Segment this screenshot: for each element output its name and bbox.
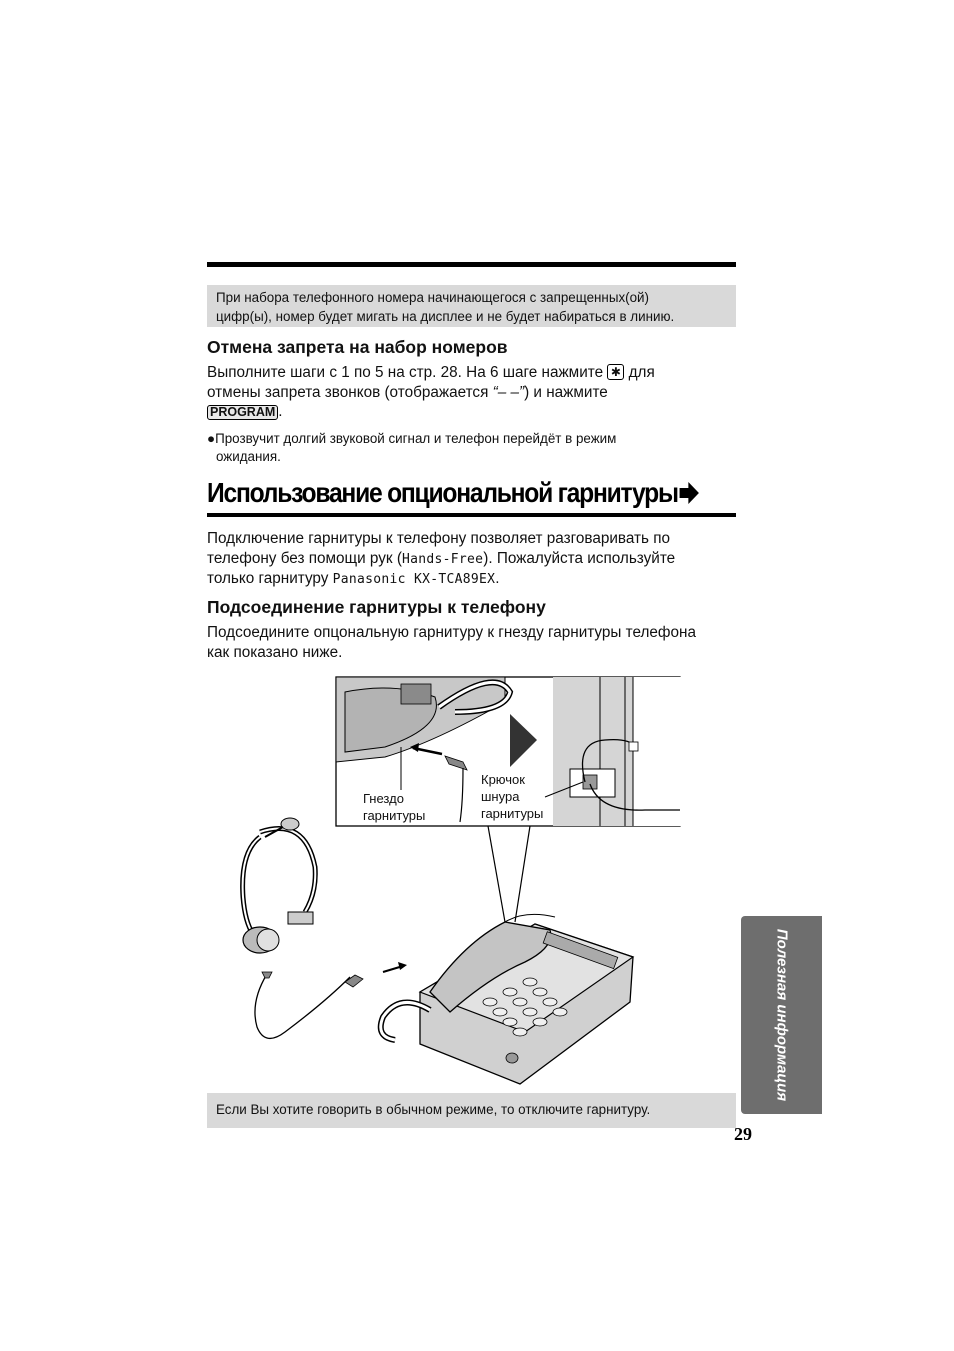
note-top <box>207 285 736 327</box>
headset-title-rule <box>207 513 736 517</box>
cancel-line1-a: Выполните шаги с 1 по 5 на стр. 28. На 6 шаге нажмите <box>207 364 604 381</box>
side-tab-label: Полезная информация <box>773 928 790 1102</box>
star-key: ✱ <box>607 364 624 380</box>
cancel-bullet <box>207 430 727 466</box>
note-bottom <box>207 1093 736 1128</box>
intro-line2-a: телефону без помощи рук ( <box>207 549 402 567</box>
headset-intro <box>207 529 737 590</box>
hands-free: Hands-Free <box>401 551 484 567</box>
display-value: “– –” <box>492 383 525 401</box>
bullet-line2: ожидания. <box>216 449 281 464</box>
label-hook-2: шнура <box>481 789 520 804</box>
connect-line1: Подсоедините опцональную гарнитуру к гнезду гарнитуры телефона <box>207 624 696 641</box>
continue-arrow-icon <box>678 480 701 506</box>
connection-illustration <box>205 672 685 1088</box>
connect-line2: как показано ниже. <box>207 643 343 661</box>
cancel-line1 <box>207 363 737 383</box>
label-jack <box>363 790 425 824</box>
program-key: PROGRAM <box>207 405 278 420</box>
intro-line3 <box>207 569 737 590</box>
cancel-line1-b: для <box>628 364 655 381</box>
label-jack-2: гарнитуры <box>363 808 426 823</box>
label-hook <box>481 771 543 822</box>
bullet-line1: ●Прозвучит долгий звуковой сигнал и телефон перейдёт в режим <box>207 431 617 446</box>
connect-text <box>207 623 737 662</box>
intro-line2 <box>207 549 737 570</box>
note-top-line1: При набора телефонного номера начинающегося с запрещенных(ой) <box>216 290 649 305</box>
label-hook-1: Крючок <box>481 772 525 787</box>
headset-model: Panasonic KX-TCA89EX <box>332 572 496 587</box>
note-bottom-text: Если Вы хотите говорить в обычном режиме, то отключите гарнитуру. <box>216 1102 651 1117</box>
headset-title <box>207 477 701 509</box>
headset-title-text: Использование опциональной гарнитуры <box>207 477 678 508</box>
top-rule <box>207 262 736 267</box>
note-top-line2: цифр(ы), номер будет мигать на дисплее и не будет набираться в линию. <box>216 309 675 324</box>
cancel-period: . <box>278 403 283 420</box>
side-tab <box>741 916 822 1114</box>
page-number: 29 <box>734 1124 752 1144</box>
cancel-line2-text: отмены запрета звонков (отображается <box>207 383 493 401</box>
label-jack-1: Гнездо <box>363 791 404 806</box>
cancel-line2 <box>207 383 737 403</box>
cancel-line2-end: ) и нажмите <box>524 383 608 401</box>
intro-line3-b: . <box>495 570 500 587</box>
intro-line3-a: только гарнитуру <box>207 570 333 587</box>
connection-figure <box>205 672 685 1088</box>
label-hook-3: гарнитуры <box>481 806 544 821</box>
intro-line1: Подключение гарнитуры к телефону позволяет разговаривать по <box>207 530 671 547</box>
cancel-text <box>207 363 737 422</box>
cancel-line3 <box>207 402 737 422</box>
intro-line2-b: ). Пожалуйста используйте <box>483 549 676 567</box>
cancel-heading: Отмена запрета на набор номеров <box>207 337 508 357</box>
connect-heading: Подсоединение гарнитуры к телефону <box>207 597 546 617</box>
